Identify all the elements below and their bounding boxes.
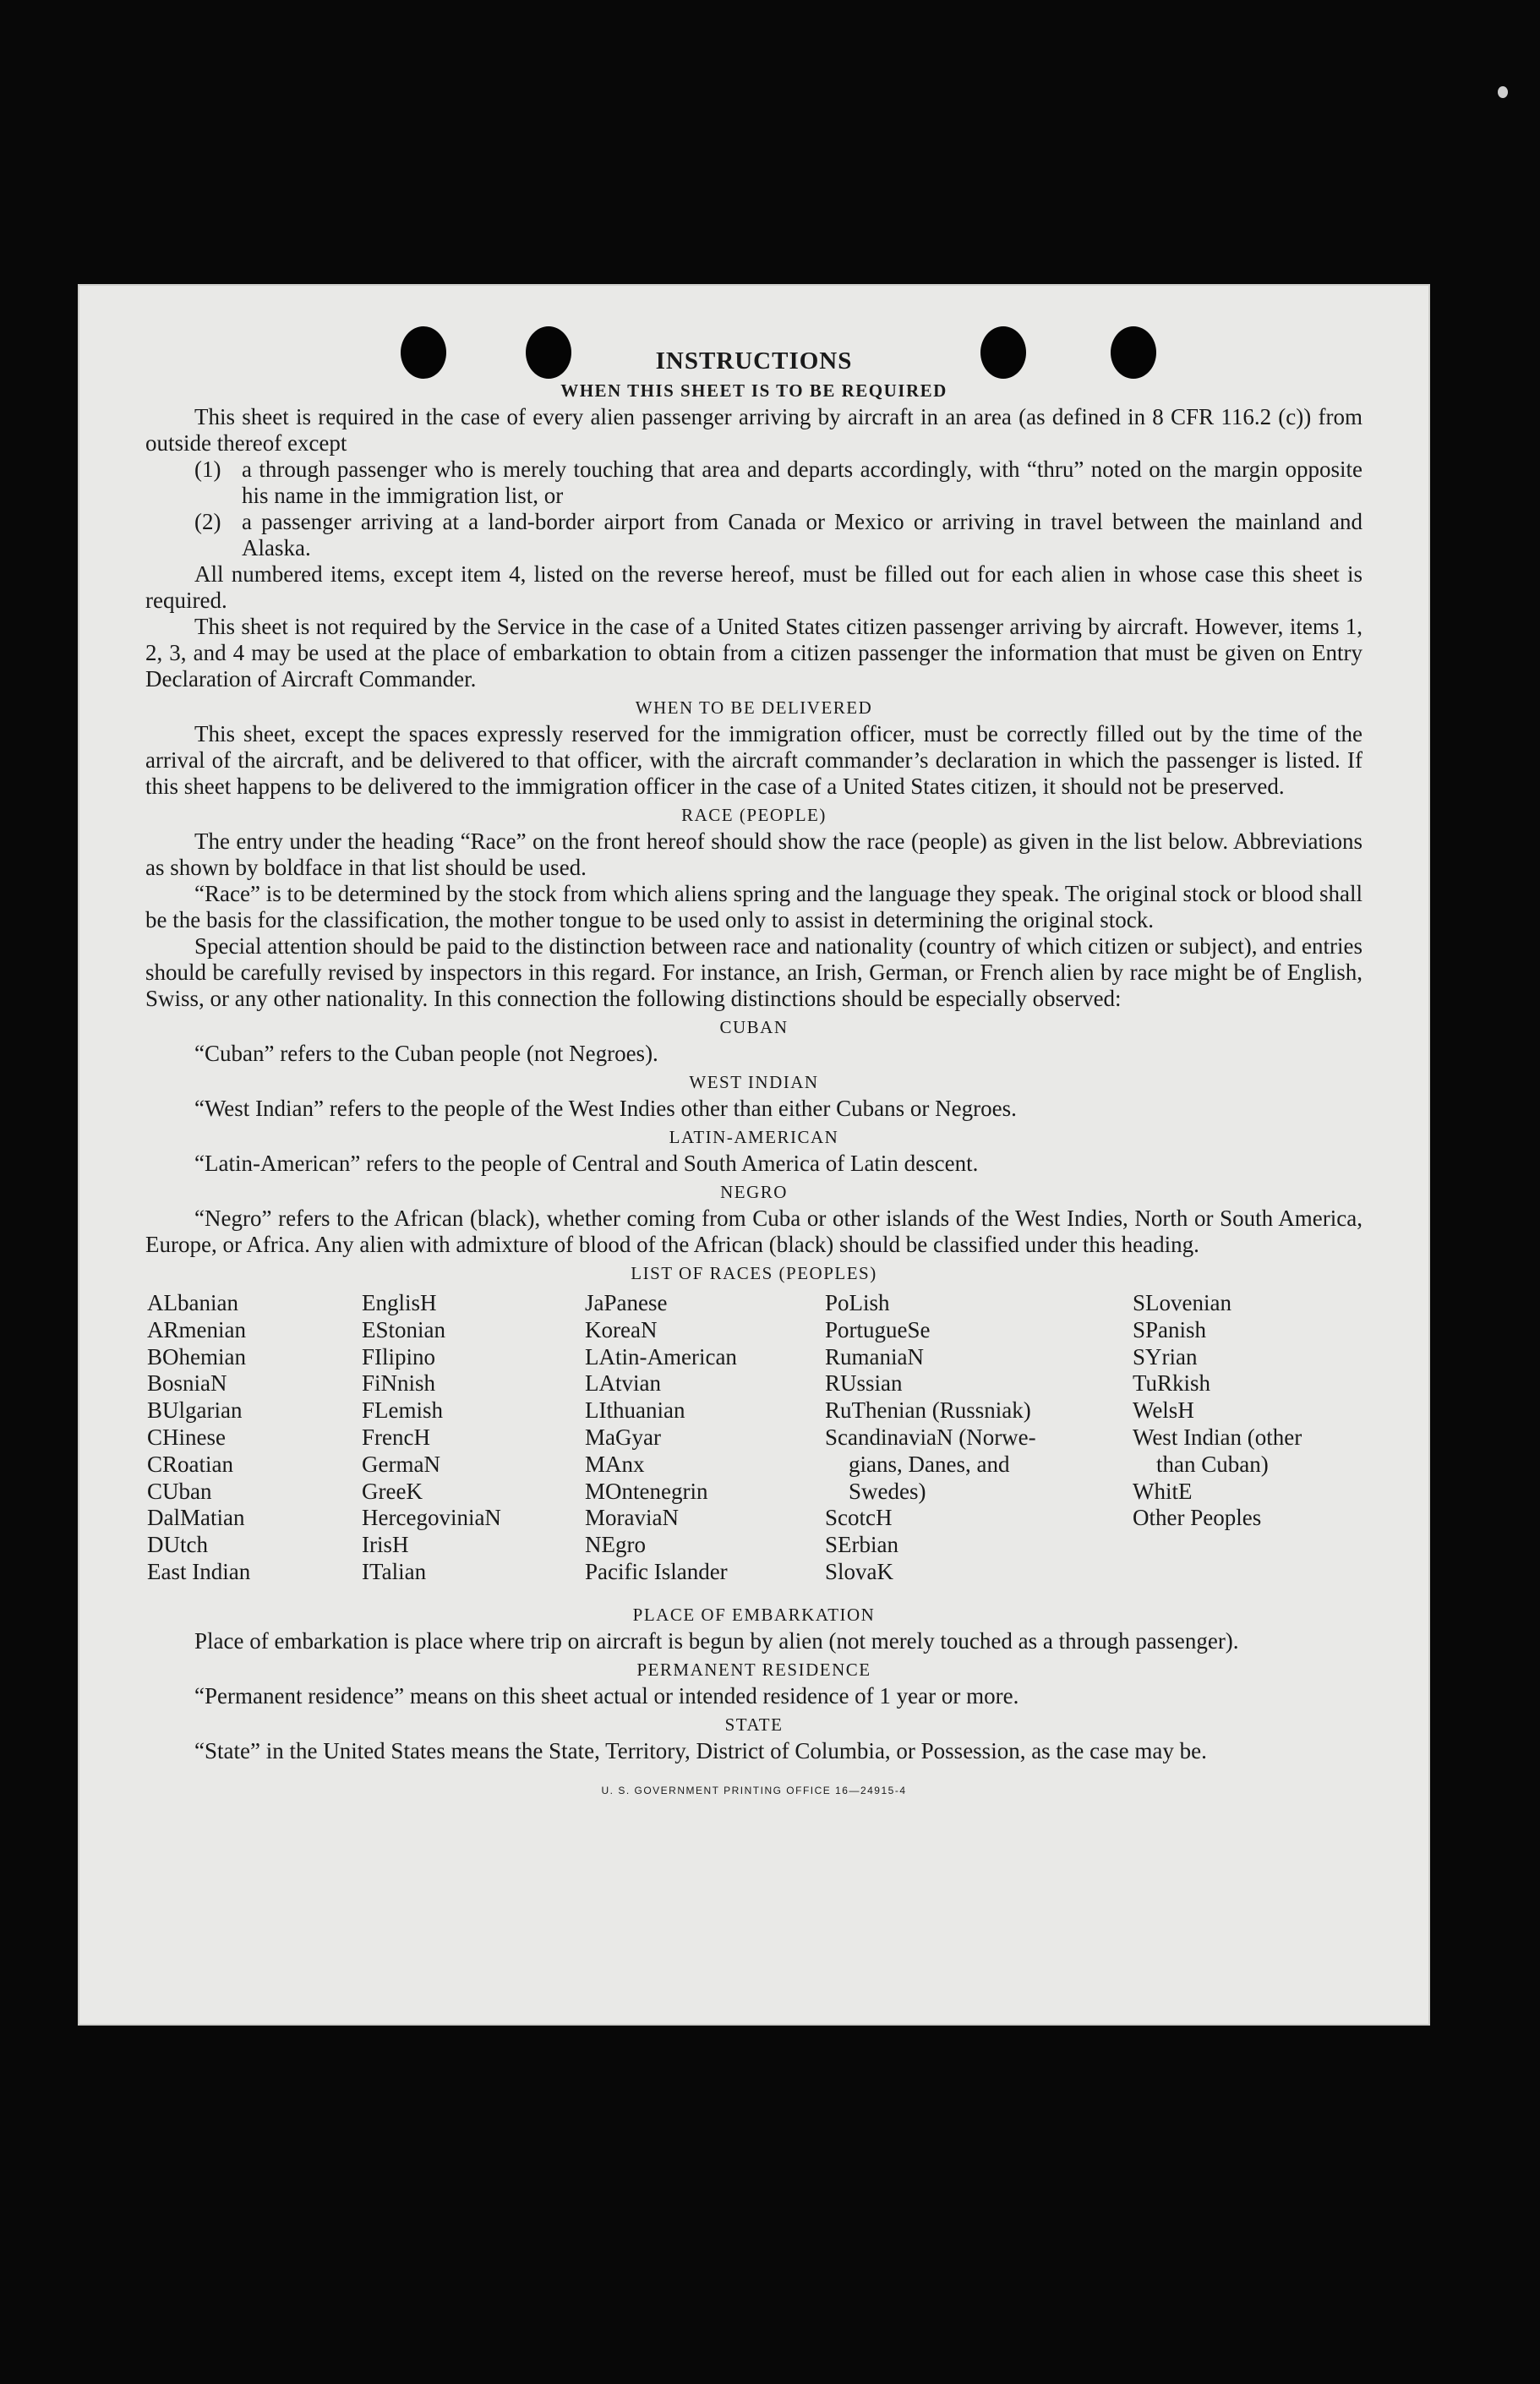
race-entry: DUtch: [147, 1532, 208, 1558]
race-entry: CRoatian: [147, 1451, 233, 1477]
race-entry: JaPanese: [585, 1290, 668, 1315]
heading-race: RACE (PEOPLE): [681, 805, 827, 825]
race-entry: than Cuban): [1156, 1451, 1269, 1477]
race-entry: GermaN: [362, 1451, 440, 1477]
state-definition: “State” in the United States means the State, Territory, District of Columbia, or Possession, as the case may be.: [194, 1738, 1207, 1763]
race-column: [585, 1290, 737, 1586]
race-entry: CUban: [147, 1478, 212, 1504]
document-sheet: [78, 284, 1430, 2026]
race-entry: SLovenian: [1133, 1290, 1231, 1315]
race-column: [147, 1290, 250, 1586]
latin-american-definition: “Latin-American” refers to the people of Central and South America of Latin descent.: [194, 1151, 979, 1176]
race-entry: ITalian: [362, 1558, 427, 1584]
race-entry: SlovaK: [825, 1558, 893, 1584]
race-entry: FrencH: [362, 1424, 430, 1450]
race-entry: Swedes): [849, 1478, 926, 1504]
race-entry: ARmenian: [147, 1316, 246, 1342]
race-entry: FiNnish: [362, 1370, 436, 1397]
race-entry: GreeK: [362, 1478, 423, 1504]
exception-item: [194, 509, 1363, 561]
race-entry: FIlipino: [362, 1343, 436, 1370]
race-entry: East Indian: [147, 1558, 251, 1584]
heading-negro: NEGRO: [720, 1182, 788, 1202]
race-entry: BUlgarian: [147, 1397, 243, 1424]
race-entry: CHinese: [147, 1424, 226, 1450]
permanent-residence-definition: “Permanent residence” means on this sheet actual or intended residence of 1 year or more.: [194, 1683, 1019, 1709]
race-entry: DalMatian: [147, 1505, 245, 1531]
race-entry: MOntenegrin: [585, 1478, 708, 1504]
race-entry: EStonian: [362, 1316, 445, 1342]
race-column: [362, 1290, 501, 1586]
when-delivered-paragraph: This sheet, except the spaces expressly reserved for the immigration officer, must be correctly filled out by the time of the arrival of the aircraft, and be delivered to that officer, with the aircraft commander’s declaration in which the passenger is listed. If this sheet happens to be delivered to the immigration officer in the case of a United States citizen, it should not be preserved.: [145, 721, 1363, 799]
race-entry: EnglisH: [362, 1290, 437, 1315]
race-entry: PoLish: [825, 1290, 890, 1315]
race-entry: Pacific Islander: [585, 1558, 728, 1584]
when-required-intro: This sheet is required in the case of every alien passenger arriving by aircraft in an area (as defined in 8 CFR 116.2 (c)) from outside thereof except: [145, 404, 1363, 456]
race-entry: ScandinaviaN (Norwe-: [825, 1424, 1036, 1450]
race-entry: KoreaN: [585, 1316, 658, 1342]
heading-west-indian: WEST INDIAN: [689, 1072, 819, 1092]
race-column: [1133, 1290, 1302, 1532]
citizen-paragraph: This sheet is not required by the Service in the case of a United States citizen passenger arriving by aircraft. However, items 1, 2, 3, and 4 may be used at the place of embarkation to obtain from a citizen passenger the information that must be given on Entry Declaration of Aircraft Commander.: [145, 614, 1363, 692]
heading-list-of-races: LIST OF RACES (PEOPLES): [631, 1263, 877, 1283]
heading-place-of-embarkation: PLACE OF EMBARKATION: [632, 1605, 876, 1625]
place-of-embarkation-definition: Place of embarkation is place where trip on aircraft is begun by alien (not merely touched as a through passenger).: [194, 1628, 1239, 1654]
race-list: [145, 1290, 1363, 1598]
race-entry: MaGyar: [585, 1424, 661, 1450]
race-entry: HercegoviniaN: [362, 1505, 501, 1531]
exception-number: (1): [194, 457, 221, 482]
exception-text: a passenger arriving at a land-border airport from Canada or Mexico or arriving in travel between the mainland and Alaska.: [242, 509, 1363, 560]
heading-state: STATE: [724, 1714, 784, 1735]
race-entry: RumaniaN: [825, 1343, 924, 1370]
race-paragraph-1: The entry under the heading “Race” on the front hereof should show the race (people) as given in the list below. Abbreviations as shown by boldface in that list should be used.: [145, 828, 1363, 880]
race-column: [825, 1290, 1036, 1586]
west-indian-definition: “West Indian” refers to the people of the West Indies other than either Cubans or Negroes.: [194, 1096, 1017, 1121]
heading-cuban: CUBAN: [719, 1017, 789, 1037]
race-entry: RUssian: [825, 1370, 903, 1397]
race-entry: MoraviaN: [585, 1505, 679, 1531]
race-entry: LAtin-American: [585, 1343, 737, 1370]
heading-when-required: WHEN THIS SHEET IS TO BE REQUIRED: [560, 380, 947, 401]
race-entry: ALbanian: [147, 1290, 238, 1315]
race-entry: NEgro: [585, 1532, 646, 1558]
heading-permanent-residence: PERMANENT RESIDENCE: [636, 1660, 871, 1680]
race-entry: IrisH: [362, 1532, 409, 1558]
numbered-items-paragraph: All numbered items, except item 4, listed on the reverse hereof, must be filled out for each alien in whose case this sheet is required.: [145, 561, 1363, 613]
race-entry: gians, Danes, and: [849, 1451, 1010, 1477]
heading-latin-american: LATIN-AMERICAN: [669, 1127, 839, 1147]
instructions-content: [145, 347, 1363, 1804]
page-title: INSTRUCTIONS: [655, 347, 853, 375]
race-entry: SErbian: [825, 1532, 898, 1558]
exception-item: [194, 457, 1363, 509]
cuban-definition: “Cuban” refers to the Cuban people (not Negroes).: [194, 1041, 658, 1066]
race-entry: BosniaN: [147, 1370, 227, 1397]
exception-text: a through passenger who is merely touching that area and departs accordingly, with “thru” noted on the margin opposite his name in the immigration list, or: [242, 457, 1363, 508]
race-paragraph-3: Special attention should be paid to the distinction between race and nationality (country of which citizen or subject), and entries should be carefully revised by inspectors in this regard. For instance, an Irish, German, or French alien by race might be of English, Swiss, or any other nationality. In this connection the following distinctions should be especially observed:: [145, 933, 1363, 1011]
exception-number: (2): [194, 509, 221, 534]
race-entry: MAnx: [585, 1451, 645, 1477]
scan-speck: [1498, 86, 1508, 98]
race-entry: RuThenian (Russniak): [825, 1397, 1031, 1424]
race-entry: FLemish: [362, 1397, 444, 1424]
race-entry: PortugueSe: [825, 1316, 931, 1342]
race-entry: LIthuanian: [585, 1397, 685, 1424]
race-entry: BOhemian: [147, 1343, 246, 1370]
heading-when-delivered: WHEN TO BE DELIVERED: [635, 697, 873, 718]
race-entry: TuRkish: [1133, 1370, 1211, 1397]
race-entry: Other Peoples: [1133, 1505, 1262, 1531]
race-entry: West Indian (other: [1133, 1424, 1302, 1450]
race-entry: WhitE: [1133, 1478, 1193, 1504]
printing-office-footer: U. S. GOVERNMENT PRINTING OFFICE 16—24915-4: [601, 1785, 907, 1796]
race-entry: LAtvian: [585, 1370, 661, 1397]
race-entry: SYrian: [1133, 1343, 1198, 1370]
negro-definition: “Negro” refers to the African (black), whether coming from Cuba or other islands of the West Indies, North or South America, Europe, or Africa. Any alien with admixture of blood of the African (black) should be classified under this heading.: [145, 1206, 1363, 1257]
race-paragraph-2: “Race” is to be determined by the stock from which aliens spring and the language they speak. The original stock or blood shall be the basis for the classification, the mother tongue to be used only to assist in determining the original stock.: [145, 881, 1363, 932]
race-entry: ScotcH: [825, 1505, 893, 1531]
race-entry: WelsH: [1133, 1397, 1194, 1424]
race-entry: SPanish: [1133, 1316, 1207, 1342]
